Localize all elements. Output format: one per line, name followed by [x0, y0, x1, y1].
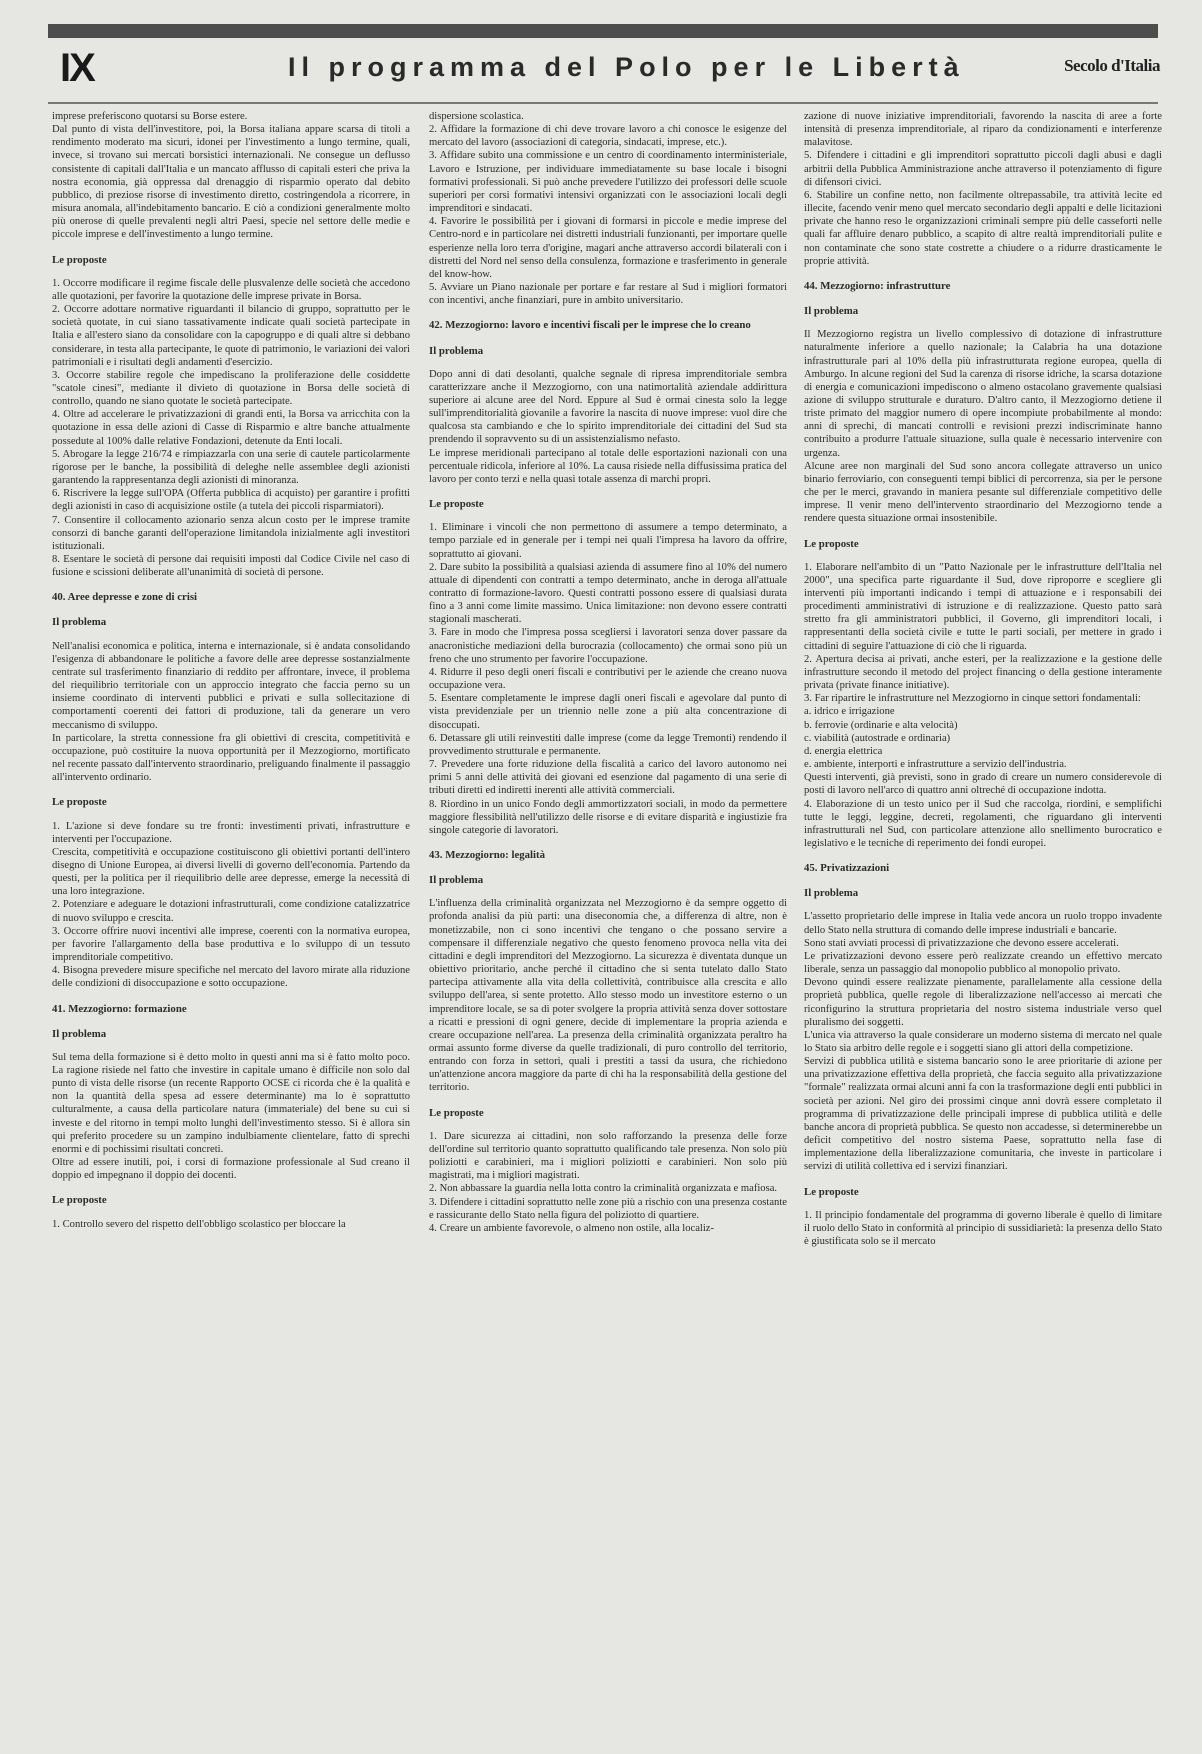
page-title: Il programma del Polo per le Libertà [288, 52, 965, 82]
list-item: 2. Non abbassare la guardia nella lotta contro la criminalità organizzata e mafiosa. [429, 1183, 778, 1195]
section-heading: 43. Mezzogiorno: legalità [429, 848, 546, 861]
list-item: 6. Stabilire un confine netto, non facilmente oltrepassabile, tra attività lecite ed illecite, facendo venir meno quel mercato secondario degli appalti e delle licitazioni private che hanno reso le organizzazioni criminali sempre più delle casseforti nelle quali far affluire denaro pubblico, a scapito di altre realtà imprenditoriali pulite e non contaminate che sono state costrette a chiudere o a ridurre drasticamente le proprie attività. [804, 189, 1162, 267]
list-item: 2. Potenziare e adeguare le dotazioni infrastrutturali, come condizione catalizzatrice di nuovo sviluppo e crescita. [52, 899, 410, 924]
header-rule [48, 102, 1158, 104]
column-1 [52, 110, 410, 1231]
subheading: Le proposte [804, 537, 859, 550]
subheading: Le proposte [429, 1106, 484, 1119]
list-item: 2. Occorre adottare normative riguardanti il bilancio di gruppo, soprattutto per le società quotate, in cui siano tassativamente indicate quali società partecipate in Italia e all'estero siano da consolidare con la capogruppo e di quali altre si debbano considerare, in testa alla partecipante, le quote di patrimonio, le variazioni dei valori patrimoniali e i risultati degli andamenti d'esercizio. [52, 304, 410, 368]
paragraph: zazione di nuove iniziative imprenditoriali, favorendo la nascita di aree a forte intensità di presenza imprenditoriale, al riparo da condizionamenti e interferenze malavitose. [804, 111, 1162, 149]
paragraph: Servizi di pubblica utilità e sistema bancario sono le aree prioritarie di azione per una privatizzazione effettiva della proprietà, che faccia seguito alla privatizzazione "formale" realizzata ormai alcuni anni fa con la trasformazione degli enti pubblici in società per azioni. Nel giro dei prossimi cinque anni dovrà essere completato il programma di privatizzazione delle principali imprese di pubblica utilità e delle banche ancora di proprietà pubblica. Se questo non accadesse, si determinerebbe un deficit competitivo del nostro sistema Paese, soprattutto nella fase di implementazione della liberalizzazione comunitaria, che investe in particolare i servizi di utilità collettiva ed i servizi finanziari. [804, 1056, 1162, 1173]
paragraph: Sono stati avviati processi di privatizzazione che devono essere accelerati. [804, 937, 1119, 949]
section-heading: 42. Mezzogiorno: lavoro e incentivi fiscali per le imprese che lo creano [429, 319, 751, 332]
section-heading: 44. Mezzogiorno: infrastrutture [804, 279, 951, 292]
section-heading: 45. Privatizzazioni [804, 862, 890, 875]
list-item: 5. Avviare un Piano nazionale per portare e far restare al Sud i migliori formatori con incentivi, anche finanziari, pure in ambito universitario. [429, 282, 787, 307]
list-item: 7. Consentire il collocamento azionario senza alcun costo per le imprese tramite consorzi di banche garanti dell'operazione limitandola inizialmente agli investitori istituzionali. [52, 514, 410, 552]
list-item: 1. Il principio fondamentale del programma di governo liberale è quello di limitare il ruolo dello Stato in conformità al principio di sussidiarietà: la presenza dello Stato è giustificata solo se il mercato [804, 1209, 1162, 1248]
list-item: 6. Riscrivere la legge sull'OPA (Offerta pubblica di acquisto) per garantire i profitti degli azionisti in caso di acquisizione ostile (a tutela dei piccoli risparmiatori). [52, 488, 410, 513]
list-item: 3. Difendere i cittadini soprattutto nelle zone più a rischio con una presenza costante e rassicurante dello Stato nella figura del poliziotto di quartiere. [429, 1196, 787, 1221]
subheading: Il problema [429, 344, 484, 357]
list-item: 1. Dare sicurezza ai cittadini, non solo rafforzando la presenza delle forze dell'ordine sul territorio quanto soprattutto qualificando tale presenza. Non solo più poliziotti e carabinieri, ma i migliori poliziotti e carabinieri. Non solo più magistrati, ma i migliori magistrati. [429, 1130, 787, 1182]
list-item: 3. Affidare subito una commissione e un centro di coordinamento interministeriale, Lavoro e Istruzione, per individuare immediatamente su base locale i bisogni formativi professionali. Si può anche prevedere l'utilizzo dei professori delle scuole superiori per corsi formativi intensivi organizzati con le associazioni locali degli imprenditori e sindacati. [429, 150, 787, 215]
list-item: 6. Detassare gli utili reinvestiti dalle imprese (come da legge Tremonti) rendendo il provvedimento strutturale e permanente. [429, 732, 787, 757]
list-item: 4. Bisogna prevedere misure specifiche nel mercato del lavoro mirate alla riduzione delle condizioni di disoccupazione e sotto occupazione. [52, 965, 410, 990]
list-item: 5. Esentare completamente le imprese dagli oneri fiscali e agevolare dal punto di vista previdenziale per un triennio nelle zone a più alta concentrazione di disoccupati. [429, 693, 787, 731]
subheading: Le proposte [52, 1194, 107, 1207]
masthead-logo: Secolo d'Italia [1064, 56, 1160, 75]
paragraph: L'unica via attraverso la quale considerare un moderno sistema di mercato nel quale lo Stato sia arbitro delle regole e i soggetti siano gli attori della competizione. [804, 1029, 1162, 1054]
paragraph: In particolare, la stretta connessione fra gli obiettivi di crescita, competitività e occupazione, può costituire la nuova opportunità per il Mezzogiorno, mortificato nel recente passato dall'intervento straordinario, preliguando finalmente il passaggio all'intervento ordinario. [52, 732, 410, 784]
subheading: Il problema [52, 1027, 107, 1040]
paragraph: Devono quindi essere realizzate pienamente, parallelamente alla cessione della proprietà pubblica, quelle regole di liberalizzazione nell'accesso ai mercati che riconfigurino la struttura proprietaria del nostro sistema industriale verso quel pluralismo dei soggetti. [804, 977, 1162, 1028]
sub-list-item: a. idrico e irrigazione [804, 706, 895, 718]
subheading: Il problema [804, 305, 859, 318]
list-item: 4. Favorire le possibilità per i giovani di formarsi in piccole e medie imprese del Centro-nord e in particolare nei distretti industriali funzionanti, per importare quelle esperienze nella loro terra d'origine, magari anche attraverso accordi bilaterali con i distretti del Nord nel senso della consulenza, formazione e trasferimento in generale del know-how. [429, 216, 787, 280]
paragraph: Questi interventi, già previsti, sono in grado di creare un numero considerevole di posti di lavoro nell'arco di quattro anni oltreché di occupazione indotta. [804, 772, 1162, 797]
paragraph: imprese preferiscono quotarsi su Borse estere. [52, 111, 248, 122]
paragraph: Dopo anni di dati desolanti, qualche segnale di ripresa imprenditoriale sembra caratterizzare anche il Mezzogiorno, con una natimortalità aziendale addirittura superiore ai alcune aree del Nord. Eppure al Sud è ormai cinesta solo la legge sull'imprenditorialità giovanile a favorire la nascita di nuove imprese: vuol dire che qualcosa sta cambiando e che lo spirito imprenditoriale dei cittadini del Sud sta prendendo il sopravvento su di un assistenzialismo nefasto. [429, 368, 787, 446]
list-item: 8. Riordino in un unico Fondo degli ammortizzatori sociali, in modo da permettere maggiore flessibilità nell'utilizzo delle risorse e di evitare disparità e ingiustizie fra singole categorie di lavoratori. [429, 798, 787, 836]
list-item: 8. Esentare le società di persone dai requisiti imposti dal Codice Civile nel caso di fusione e scissioni deliberate all'unanimità di società di persone. [52, 554, 410, 579]
list-item: 1. Eliminare i vincoli che non permettono di assumere a tempo determinato, a tempo parziale ed in generale per i tempi nei quali l'impresa ha lavoro da offrire, soprattutto ai giovani. [429, 522, 787, 560]
list-item: 4. Ridurre il peso degli oneri fiscali e contributivi per le aziende che creano nuova occupazione vera. [429, 666, 787, 692]
list-item: 3. Occorre offrire nuovi incentivi alle imprese, coerenti con la normativa europea, per favorire l'allargamento della base produttiva e lo sviluppo di un tessuto imprenditoriale competitivo. [52, 925, 410, 964]
top-bar [48, 24, 1158, 38]
list-item: 1. Controllo severo del rispetto dell'obbligo scolastico per bloccare la [52, 1218, 346, 1230]
paragraph: Nell'analisi economica e politica, interna e internazionale, si è andata consolidando l'esigenza di abbandonare le politiche a favore delle aree depresse sostanzialmente centrate sul trasferimento finanziario di reddito per affrontare, invece, il problema del riequilibrio territoriale con un approccio integrato che faccia perno su un insieme coordinato di interventi pubblici e privati e sulla sollecitazione di comportamenti coerenti dei fattori di produzione, tali da generare un vero meccanismo di sviluppo. [52, 640, 410, 731]
list-item: 3. Far ripartire le infrastrutture nel Mezzogiorno in cinque settori fondamentali: [804, 693, 1141, 705]
list-item: 1. L'azione si deve fondare su tre fronti: investimenti privati, infrastrutture e interventi per l'occupazione. [52, 820, 410, 845]
section-heading: 41. Mezzogiorno: formazione [52, 1002, 187, 1015]
subheading: Il problema [429, 874, 484, 887]
subheading: Le proposte [429, 498, 484, 511]
column-2 [429, 110, 787, 1235]
list-item: 2. Dare subito la possibilità a qualsiasi azienda di assumere fino al 10% del numero attuale di dipendenti con contratti a tempo determinato, anche in deroga all'attuale contratto di formazione-lavoro. Questi contratti possono essere di qualsiasi durata fino a 3 anni come limite massimo. Unica limitazione: non devono essere contratti stagionali mascherati. [429, 561, 787, 626]
paragraph: L'assetto proprietario delle imprese in Italia vede ancora un ruolo troppo invadente dello Stato nella struttura di comando delle imprese industriali e bancarie. [804, 911, 1162, 936]
list-item: 5. Difendere i cittadini e gli imprenditori soprattutto piccoli dagli abusi e dagli arbitrii della Pubblica Amministrazione anche attraverso il potenziamento di figure di difensori civici. [804, 150, 1162, 188]
paragraph: Sul tema della formazione si è detto molto in questi anni ma si è fatto molto poco. La ragione risiede nel fatto che investire in capitale umano è difficile non solo dal punto di vista delle risorse (un recente Rapporto OCSE ci ricorda che è la qualità e non la quantità della spesa ad essere determinante) ma lo è soprattutto culturalmente, a causa della particolare natura (immateriale) del bene su cui si investe e del ritorno in tempi molto lunghi dell'investimento stesso. Si è allora sin qui preferito procedere su un zampino indulbiamente clientelare, fatto di sprechi enormi e di pochissimi risultati concreti. [52, 1051, 410, 1155]
list-item: 4. Oltre ad accelerare le privatizzazioni di grandi enti, la Borsa va arricchita con la quotazione in essa delle azioni di Casse di Risparmio e altre banche attualmente possedute al 100% dalle relative Fondazioni, detenute da Enti locali. [52, 409, 410, 447]
sub-list-item: e. ambiente, interporti e infrastrutture a servizio dell'industria. [804, 759, 1067, 771]
list-item: 4. Elaborazione di un testo unico per il Sud che raccolga, riordini, e semplifichi tutte le leggi, leggine, decreti, regolamenti, che riguardano gli interventi infrastrutturali nel Sud, con particolare attenzione allo snellimento burocratico e legislativo e le tecniche di reperimento dei fondi europei. [804, 798, 1162, 849]
paragraph: dispersione scolastica. [429, 111, 524, 122]
paragraph: Le privatizzazioni devono essere però realizzate creando un effettivo mercato liberale, senza un passaggio dal monopolio pubblico al monopolio privato. [804, 950, 1162, 976]
subheading: Le proposte [804, 1185, 859, 1198]
paragraph: Le imprese meridionali partecipano al totale delle esportazioni nazionali con una percentuale ridicola, inferiore al 10%. La causa risiede nella diffusissima pratica del lavoro per conto terzi e nella quasi totale assenza di marchi propri. [429, 447, 787, 485]
page-folio: IX [60, 46, 94, 90]
list-item: 2. Affidare la formazione di chi deve trovare lavoro a chi conosce le esigenze del mercato del lavoro (associazioni di categoria, sindacati, imprese, etc.). [429, 124, 787, 149]
list-item: 1. Elaborare nell'ambito di un "Patto Nazionale per le infrastrutture dell'Italia nel 2000", una specifica parte riguardante il Sud, dove riproporre e scegliere gli interventi più importanti indicando i tempi di attuazione e i responsabili dei procedimenti amministrativi di istruzione e di realizzazione. Questo patto sarà stretto fra gli amministratori pubblici, il Governo, gli imprenditori locali, i rappresentanti della società civile e tutte le parti sociali, per mettere in grado i cittadini di seguire l'attuazione di ciò che li riguarda. [804, 561, 1162, 652]
subheading: Le proposte [52, 253, 107, 266]
paragraph: Oltre ad essere inutili, poi, i corsi di formazione professionale al Sud creano il doppio ed impegnano il doppio dei docenti. [52, 1157, 410, 1182]
list-item: 7. Prevedere una forte riduzione della fiscalità a carico del lavoro autonomo nei primi 5 anni delle attività dei giovani ed esenzione dal pagamento di una serie di tributi diretti ed indiretti inerenti alle attività commerciali. [429, 759, 787, 797]
list-item: 2. Apertura decisa ai privati, anche esteri, per la realizzazione e la gestione delle infrastrutture secondo il metodo del project financing o della gestione interamente privata (private finance initiative). [804, 653, 1162, 692]
paragraph: Alcune aree non marginali del Sud sono ancora collegate attraverso un unico binario ferroviario, con conseguenti tempi biblici di percorrenza, sia per le persone che per le merci, gravando in maniera pesante sul differenziale competitivo delle imprese. Il venir meno dell'intervento straordinario del Mezzogiorno tende a rendere questa situazione ormai insostenibile. [804, 460, 1162, 525]
subheading: Le proposte [52, 796, 107, 809]
list-item: 1. Occorre modificare il regime fiscale delle plusvalenze delle società che accedono alle quotazioni, per favorire la quotazione delle imprese private in Borsa. [52, 277, 410, 302]
sub-list-item: b. ferrovie (ordinarie e alta velocità) [804, 719, 958, 731]
list-item: 3. Fare in modo che l'impresa possa scegliersi i lavoratori senza dover passare da anacronistiche mediazioni della burocrazia (collocamento) che ormai sono più un freno che uno strumento per favorire l'occupazione. [429, 627, 787, 665]
column-3 [804, 110, 1162, 1248]
paragraph: Crescita, competitività e occupazione costituiscono gli obiettivi portanti dell'intero disegno di Unione Europea, ai diversi livelli di governo dell'economia. Partendo da questi, per la politica per il riequilibrio delle aree depresse, emerge la necessità di una loro integrazione. [52, 846, 410, 898]
list-item: 3. Occorre stabilire regole che impediscano la proliferazione delle cosiddette "scatole cinesi", mediante il divieto di quotazione in Borsa delle società di controllo, quando ne siano quotate le società partecipate. [52, 369, 410, 408]
sub-list-item: d. energia elettrica [804, 745, 883, 757]
list-item: 5. Abrogare la legge 216/74 e rimpiazzarla con una serie di cautele particolarmente rigorose per le banche, la possibilità di deleghe nelle assemblee degli azionisti garantendo la rappresentanza degli azionisti di minoranza. [52, 448, 410, 487]
page-header [60, 44, 1160, 92]
section-heading: 40. Aree depresse e zone di crisi [52, 591, 198, 604]
subheading: Il problema [804, 887, 859, 900]
paragraph: Il Mezzogiorno registra un livello complessivo di dotazione di infrastrutture naturalmente inferiore a quello nazionale; la Calabria ha una dotazione infrastrutturale pari al 10% della più infrastrutturata regione europea, quella di Amburgo. In alcune regioni del Sud la carenza di risorse idriche, la scarsa dotazione di energia e comunicazioni impediscono o almeno ostacolano gravemente qualsiasi azione di sviluppo strutturale e duraturo. D'altro canto, il Mezzogiorno detiene il triste primato del maggior numero di opere incompiute probabilmente al mondo: anni di sprechi, di mancati controlli e revisioni prezzi indiscriminate hanno contribuito a produrre l'attuale situazione, sulla quale è necessario intervenire con urgenza. [804, 329, 1162, 459]
paragraph: L'influenza della criminalità organizzata nel Mezzogiorno è da sempre oggetto di profonda analisi da più parti: una diseconomia che, a differenza di altre, non è monetizzabile, non ci sono incentivi che tengano o che possano servire a compensare il differenziale negativo che questo fenomeno provoca nella vita dei cittadini e degli imprenditori del Mezzogiorno. La sicurezza è diventata dunque un obiettivo prioritario, anche perché il cittadino che si senta tutelato dallo Stato partecipa attivamente alla vita della collettività, contribuisce alla crescita e allo sviluppo dell'area, si sente protetto. Allo stesso modo un investitore esterno o un imprenditore locale, se sa di poter svolgere la propria attività senza dover sottostare a ricatti e pressioni di ogni genere, decide di implementare la propria azienda e creare occupazione nell'area. La presenza della criminalità organizzata peraltro ha ormai assunto forme diverse da quelle tradizionali, di puro controllo del territorio, entrando con forza in settori, quali i prestiti a tassi da usura, che richiedono un'attenzione ancora maggiore da parte di chi ha la responsabilità della gestione del territorio. [429, 898, 787, 1094]
list-item: 4. Creare un ambiente favorevole, o almeno non ostile, alla localiz- [429, 1222, 715, 1234]
paragraph: Dal punto di vista dell'investitore, poi, la Borsa italiana appare scarsa di titoli a rendimento moderato ma sicuri, idonei per l'investimento a lungo termine, quali, invece, si trovano sui mercati borsistici internazionali. Ne consegue un deflusso consistente di capitali dall'Italia e un mancato afflusso di capitali esteri che priva la nostra economia, già oppressa dal drenaggio di risparmio operato dal debito pubblico, di preziose risorse di investimento diretto, costringendola a ricorrere, in misura anomala, all'indebitamento bancario. E ciò a condizioni generalmente molto più onerose di quelle prevalenti negli altri Paesi, specie nel settore delle medie e piccole imprese e dell'investimento a lungo termine. [52, 124, 410, 241]
subheading: Il problema [52, 616, 107, 629]
sub-list-item: c. viabilità (autostrade e ordinaria) [804, 732, 951, 744]
